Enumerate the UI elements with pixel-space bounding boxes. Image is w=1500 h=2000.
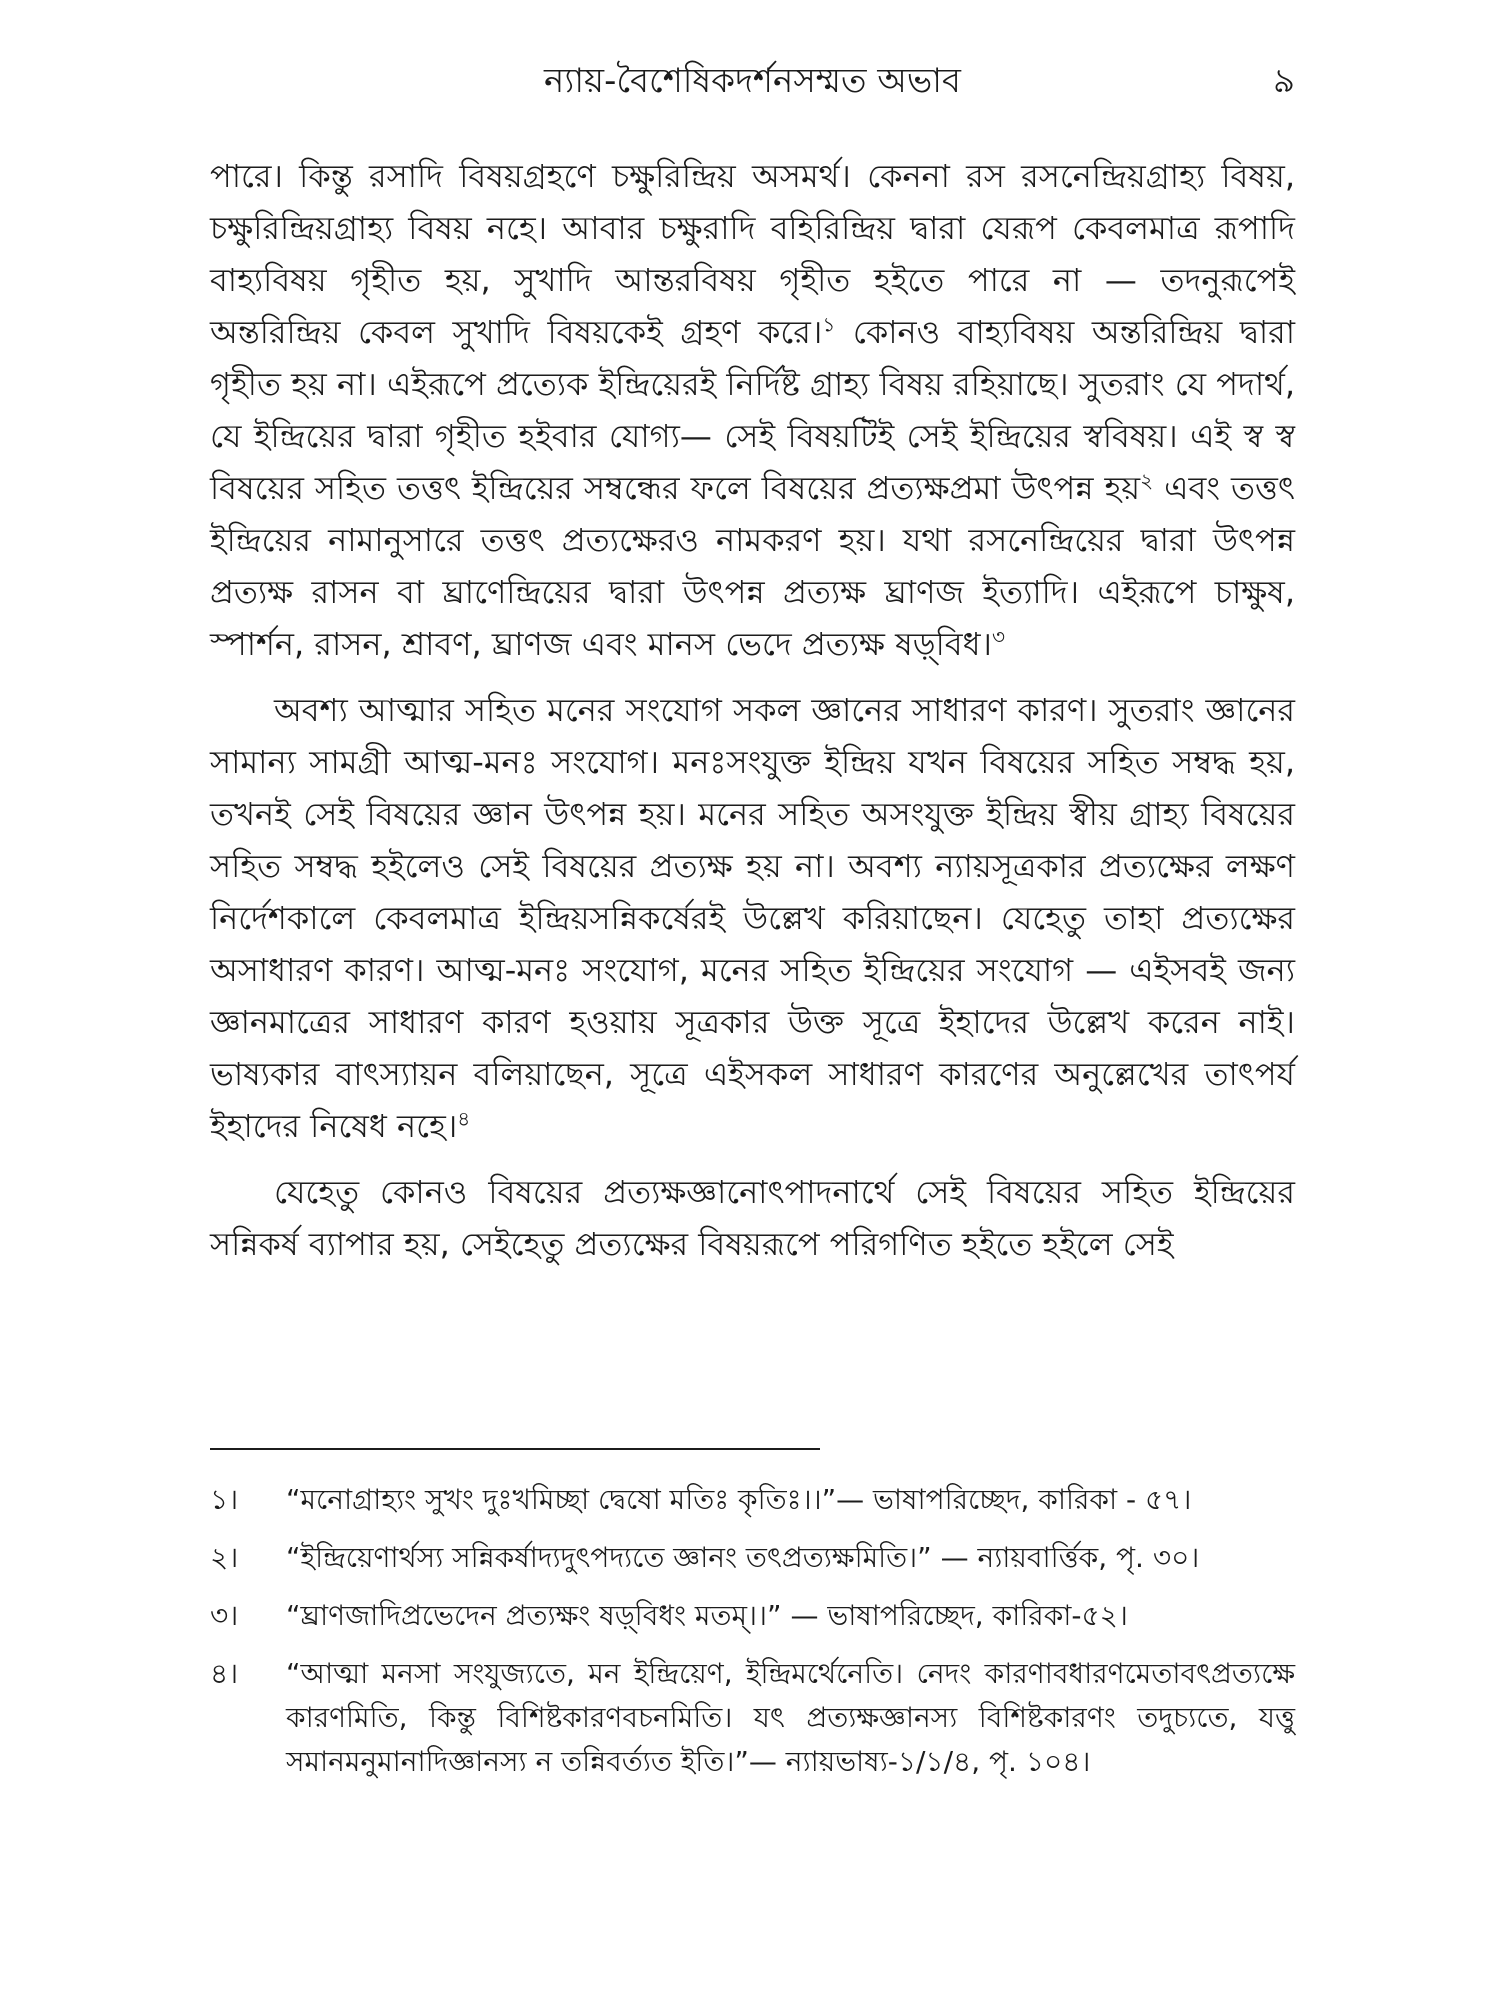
footnote-text: “ইন্দ্রিয়েণার্থস্য সন্নিকর্ষাদ্যদুৎপদ্যতে জ্ঞানং তৎপ্রত্যক্ষমিতি।” — ন্যায়বার্ত্তিক, পৃ. ৩০। [286,1541,1200,1574]
footnote-ref-4: ৪ [457,1106,471,1131]
footnote-ref-3: ৩ [991,624,1005,649]
footnote-item [210,1536,1295,1580]
page-header [210,56,1295,106]
footnote-item [210,1652,1295,1784]
running-title: ন্যায়-বৈশেষিকদর্শনসম্মত অভাব [544,61,961,101]
footnote-item [210,1594,1295,1638]
paragraph-1 [210,150,1295,670]
paragraph-1-part-3: এবং তত্তৎ ইন্দ্রিয়ের নামানুসারে তত্তৎ প্রত্যক্ষেরও নামকরণ হয়। যথা রসনেন্দ্রিয়ের দ্বারা উৎপন্ন প্রত্যক্ষ রাসন বা ঘ্রাণেন্দ্রিয়ের দ্বারা উৎপন্ন প্রত্যক্ষ ঘ্রাণজ ইত্যাদি। এইরূপে চাক্ষুষ, স্পার্শন, রাসন, শ্রাবণ, ঘ্রাণজ এবং মানস ভেদে প্রত্যক্ষ ষড়্‌বিধ। [210,469,1295,663]
footnotes [210,1478,1295,1798]
footnote-text: “ঘ্রাণজাদিপ্রভেদেন প্রত্যক্ষং ষড়্‌বিধং মতম্।।” — ভাষাপরিচ্ছেদ, কারিকা-৫২। [286,1599,1128,1632]
page-number: ৯ [1272,61,1295,101]
paragraph-1-part-1: পারে। কিন্তু রসাদি বিষয়গ্রহণে চক্ষুরিন্দ্রিয় অসমর্থ। কেননা রস রসনেন্দ্রিয়গ্রাহ্য বিষয়, চক্ষুরিন্দ্রিয়গ্রাহ্য বিষয় নহে। আবার চক্ষুরাদি বহিরিন্দ্রিয় দ্বারা যেরূপ কেবলমাত্র রূপাদি বাহ্যবিষয় গৃহীত হয়, সুখাদি আন্তরবিষয় গৃহীত হইতে পারে না — তদনুরূপেই অন্তরিন্দ্রিয় কেবল সুখাদি বিষয়কেই গ্রহণ করে। [210,157,1295,351]
footnote-text: “মনোগ্রাহ্যং সুখং দুঃখমিচ্ছা দ্বেষো মতিঃ কৃতিঃ।।”— ভাষাপরিচ্ছেদ, কারিকা - ৫৭। [286,1483,1192,1516]
footnote-divider [210,1448,820,1450]
footnote-number: ২। [210,1541,239,1574]
paragraph-1-part-2: কোনও বাহ্যবিষয় অন্তরিন্দ্রিয় দ্বারা গৃহীত হয় না। এইরূপে প্রত্যেক ইন্দ্রিয়েরই নির্দিষ্ট গ্রাহ্য বিষয় রহিয়াছে। সুতরাং যে পদার্থ, যে ইন্দ্রিয়ের দ্বারা গৃহীত হইবার যোগ্য— সেই বিষয়টিই সেই ইন্দ্রিয়ের স্ববিষয়। এই স্ব স্ব বিষয়ের সহিত তত্তৎ ইন্দ্রিয়ের সম্বন্ধের ফলে বিষয়ের প্রত্যক্ষপ্রমা উৎপন্ন হয় [210,313,1295,507]
paragraph-2-text: অবশ্য আত্মার সহিত মনের সংযোগ সকল জ্ঞানের সাধারণ কারণ। সুতরাং জ্ঞানের সামান্য সামগ্রী আত্ম-মনঃ সংযোগ। মনঃসংযুক্ত ইন্দ্রিয় যখন বিষয়ের সহিত সম্বদ্ধ হয়, তখনই সেই বিষয়ের জ্ঞান উৎপন্ন হয়। মনের সহিত অসংযুক্ত ইন্দ্রিয় স্বীয় গ্রাহ্য বিষয়ের সহিত সম্বদ্ধ হইলেও সেই বিষয়ের প্রত্যক্ষ হয় না। অবশ্য ন্যায়সূত্রকার প্রত্যক্ষের লক্ষণ নির্দেশকালে কেবলমাত্র ইন্দ্রিয়সন্নিকর্ষেরই উল্লেখ করিয়াছেন। যেহেতু তাহা প্রত্যক্ষের অসাধারণ কারণ। আত্ম-মনঃ সংযোগ, মনের সহিত ইন্দ্রিয়ের সংযোগ — এইসবই জন্য জ্ঞানমাত্রের সাধারণ কারণ হওয়ায় সূত্রকার উক্ত সূত্রে ইহাদের উল্লেখ করেন নাই। ভাষ্যকার বাৎস্যায়ন বলিয়াছেন, সূত্রে এইসকল সাধারণ কারণের অনুল্লেখের তাৎপর্য ইহাদের নিষেধ নহে। [210,691,1295,1145]
paragraph-3: যেহেতু কোনও বিষয়ের প্রত্যক্ষজ্ঞানোৎপাদনার্থে সেই বিষয়ের সহিত ইন্দ্রিয়ের সন্নিকর্ষ ব্যাপার হয়, সেইহেতু প্রত্যক্ষের বিষয়রূপে পরিগণিত হইতে হইলে সেই [210,1173,1295,1263]
footnote-ref-1: ১ [822,312,836,337]
footnote-number: ৩। [210,1599,239,1632]
footnote-number: ১। [210,1483,239,1516]
paragraph-2 [210,684,1295,1152]
footnote-number: ৪। [210,1657,239,1690]
footnote-item [210,1478,1295,1522]
footnote-ref-2: ২ [1140,468,1154,493]
body-text [210,150,1295,1284]
footnote-text: “আত্মা মনসা সংযুজ্যতে, মন ইন্দ্রিয়েণ, ইন্দ্রিমর্থেনেতি। নেদং কারণাবধারণমেতাবৎপ্রত্যক্ষে কারণমিতি, কিন্তু বিশিষ্টকারণবচনমিতি। যৎ প্রত্যক্ষজ্ঞানস্য বিশিষ্টকারণং তদুচ্যতে, যত্তু সমানমনুমানাদিজ্ঞানস্য ন তন্নিবর্ত্যত ইতি।”— ন্যায়ভাষ্য-১/১/৪, পৃ. ১০৪। [286,1657,1295,1778]
